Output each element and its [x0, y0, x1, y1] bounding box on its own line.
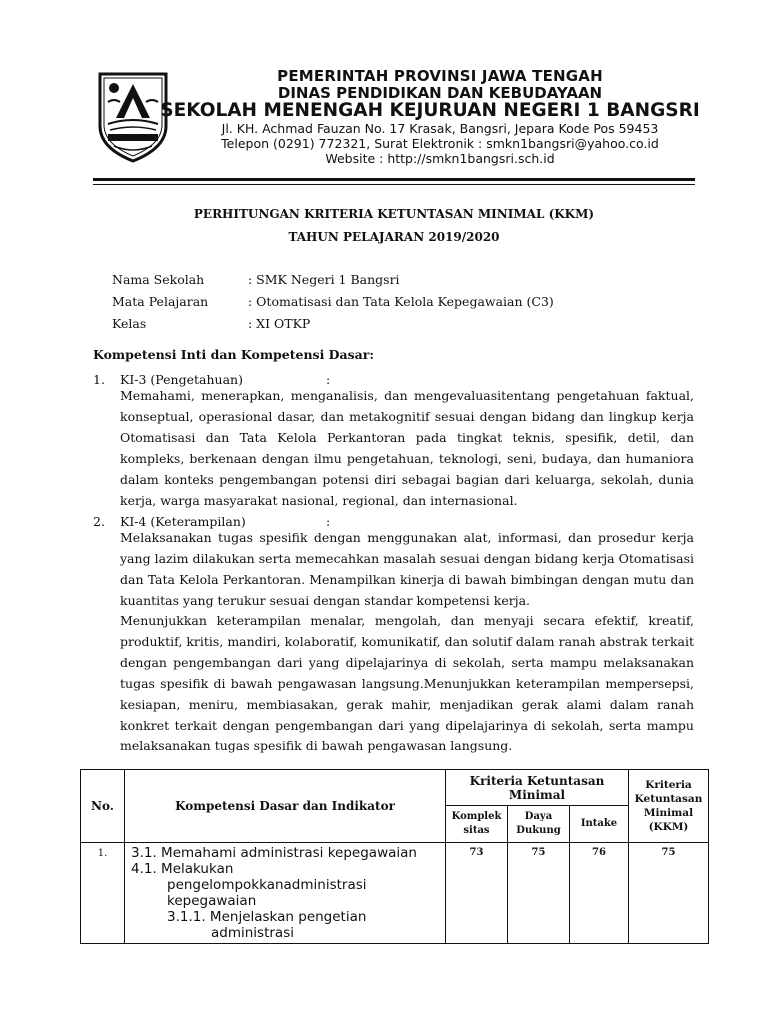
- kd-indicator-cell: [125, 843, 446, 944]
- ki-title: [120, 372, 331, 387]
- row-number: 1.: [81, 843, 125, 944]
- kd-line: kepegawaian: [167, 893, 257, 909]
- identity-label: Nama Sekolah: [112, 272, 205, 287]
- header-daya-dukung: Daya Dukung: [508, 806, 570, 843]
- kkm-table: [80, 769, 709, 944]
- section-heading: Kompetensi Inti dan Kompetensi Dasar:: [93, 347, 374, 362]
- ki-number: 2.: [93, 514, 105, 529]
- identity-row: [112, 294, 554, 309]
- header-kompleksitas: Komplek sitas: [446, 806, 508, 843]
- ki-title-text: KI-3 (Pengetahuan): [120, 372, 243, 387]
- header-intake: Intake: [570, 806, 629, 843]
- identity-label: Mata Pelajaran: [112, 294, 209, 309]
- value-intake: 76: [570, 843, 629, 944]
- value-kkm: 75: [629, 843, 709, 944]
- header-divider-thick: [93, 178, 695, 181]
- header-school-name: SEKOLAH MENENGAH KEJURUAN NEGERI 1 BANGSRI: [160, 100, 700, 121]
- kd-line: 3.1. Memahami administrasi kepegawaian: [131, 845, 417, 861]
- kd-line: pengelompokkanadministrasi: [167, 877, 367, 893]
- header-address: Jl. KH. Achmad Fauzan No. 17 Krasak, Bangsri, Jepara Kode Pos 59453: [221, 121, 659, 136]
- header-government: PEMERINTAH PROVINSI JAWA TENGAH: [277, 67, 603, 85]
- ki-colon: :: [326, 372, 331, 387]
- document-subtitle: TAHUN PELAJARAN 2019/2020: [288, 230, 500, 244]
- ki-paragraph: Memahami, menerapkan, menganalisis, dan mengevaluasitentang pengetahuan faktual, konseptual, operasional dasar, dan metakognitif sesuai dengan bidang dan lingkup kerja Otomatisasi dan Tata Kelola Perkantoran pada tingkat teknis, spesifik, detil, dan kompleks, berkenaan dengan ilmu pengetahuan, teknologi, seni, budaya, dan humaniora dalam konteks pengembangan potensi diri sebagai bagian dari keluarga, sekolah, dunia kerja, warga masyarakat nasional, regional, dan internasional.: [120, 388, 694, 508]
- identity-row: [112, 272, 400, 287]
- identity-row: [112, 316, 310, 331]
- header-no: No.: [81, 770, 125, 843]
- ki-title-text: KI-4 (Keterampilan): [120, 514, 246, 529]
- identity-value: : Otomatisasi dan Tata Kelola Kepegawaian (C3): [248, 294, 554, 309]
- ki-paragraph: Melaksanakan tugas spesifik dengan menggunakan alat, informasi, dan prosedur kerja yang lazim dilakukan serta memecahkan masalah sesuai dengan bidang kerja Otomatisasi dan Tata Kelola Perkantoran. Menampilkan kinerja di bawah bimbingan dengan mutu dan kuantitas yang terukur sesuai dengan standar kompetensi kerja.: [120, 530, 694, 608]
- header-divider-thin: [93, 184, 695, 185]
- kd-line: 4.1. Melakukan: [131, 861, 234, 877]
- kd-line: administrasi: [211, 925, 294, 941]
- header-agency: DINAS PENDIDIKAN DAN KEBUDAYAAN: [277, 84, 603, 102]
- header-kompetensi-dasar: Kompetensi Dasar dan Indikator: [125, 770, 446, 843]
- header-website: Website : http://smkn1bangsri.sch.id: [325, 151, 555, 166]
- kd-line: 3.1.1. Menjelaskan pengetian: [167, 909, 367, 925]
- ki-paragraph: Menunjukkan keterampilan menalar, mengolah, dan menyaji secara efektif, kreatif, produktif, kritis, mandiri, kolaboratif, komunikatif, dan solutif dalam ranah abstrak terkait dengan pengembangan dari yang dipelajarinya di sekolah, serta mampu melaksanakan tugas spesifik di bawah pengawasan langsung.Menunjukkan keterampilan mempersepsi, kesiapan, meniru, membiasakan, gerak mahir, menjadikan gerak alami dalam ranah konkret terkait dengan pengembangan dari yang dipelajarinya di sekolah, serta mampu melaksanakan tugas spesifik di bawah pengawasan langsung.: [120, 613, 694, 754]
- header-kkm: Kriteria Ketuntasan Minimal (KKM): [629, 770, 709, 843]
- table-row: [81, 843, 709, 944]
- ki-colon: :: [326, 514, 331, 529]
- header-contact: Telepon (0291) 772321, Surat Elektronik : smkn1bangsri@yahoo.co.id: [221, 136, 659, 151]
- identity-value: : XI OTKP: [248, 316, 311, 331]
- value-daya-dukung: 75: [508, 843, 570, 944]
- header-kriteria-ketuntasan: Kriteria Ketuntasan Minimal: [446, 770, 629, 806]
- ki-number: 1.: [93, 372, 105, 387]
- identity-value: : SMK Negeri 1 Bangsri: [248, 272, 400, 287]
- ki-title: [120, 514, 331, 529]
- identity-label: Kelas: [112, 316, 147, 331]
- document-title: PERHITUNGAN KRITERIA KETUNTASAN MINIMAL (KKM): [193, 207, 595, 221]
- value-kompleksitas: 73: [446, 843, 508, 944]
